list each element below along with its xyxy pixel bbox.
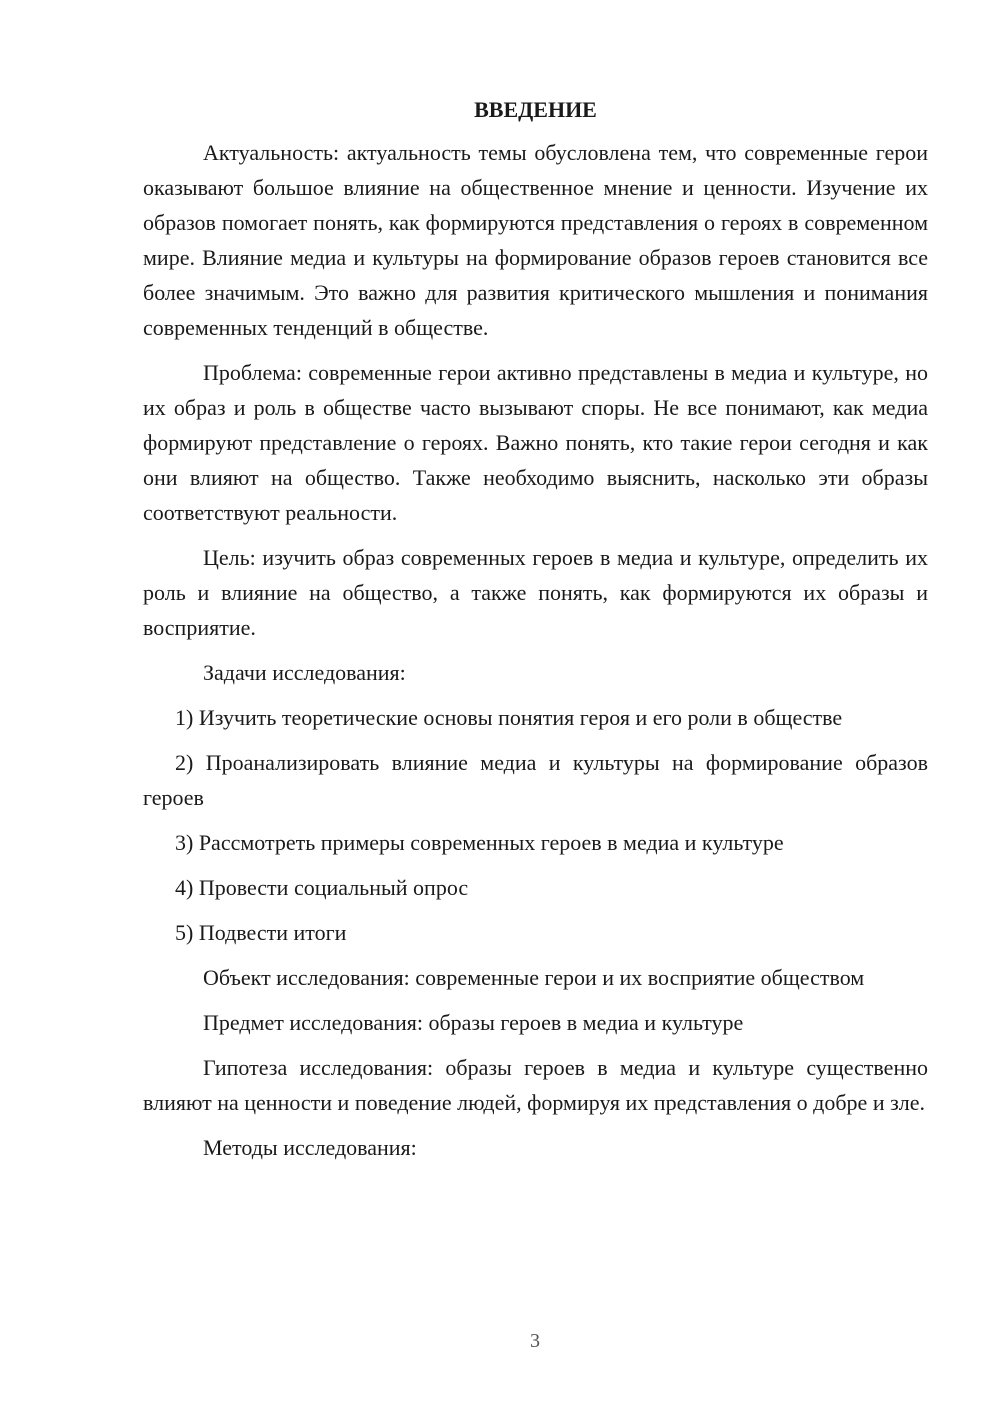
paragraph-hypothesis: Гипотеза исследования: образы героев в медиа и культуре существенно влияют на ценности и поведение людей, формируя их представления о добре и зле. bbox=[143, 1055, 928, 1115]
task-item-2: 2) Проанализировать влияние медиа и культуры на формирование образов героев bbox=[143, 750, 928, 810]
document-page bbox=[143, 92, 928, 1175]
section-title: ВВЕДЕНИЕ bbox=[474, 97, 597, 122]
paragraph-goal: Цель: изучить образ современных героев в медиа и культуре, определить их роль и влияние на общество, а также понять, как формируются их образы и восприятие. bbox=[143, 545, 928, 640]
paragraph-object: Объект исследования: современные герои и их восприятие обществом bbox=[203, 965, 865, 990]
paragraph-subject: Предмет исследования: образы героев в медиа и культуре bbox=[203, 1010, 744, 1035]
paragraph-relevance: Актуальность: актуальность темы обусловлена тем, что современные герои оказывают большое влияние на общественное мнение и ценности. Изучение их образов помогает понять, как формируются представления о героях в современном мире. Влияние медиа и культуры на формирование образов героев становится все более значимым. Это важно для развития критического мышления и понимания современных тенденций в обществе. bbox=[143, 140, 928, 340]
paragraph-problem: Проблема: современные герои активно представлены в медиа и культуре, но их образ и роль в обществе часто вызывают споры. Не все понимают, как медиа формируют представление о героях. Важно понять, кто такие герои сегодня и как они влияют на общество. Также необходимо выяснить, насколько эти образы соответствуют реальности. bbox=[143, 360, 928, 525]
task-item-4: 4) Провести социальный опрос bbox=[175, 875, 469, 900]
task-item-5: 5) Подвести итоги bbox=[175, 920, 347, 945]
task-item-3: 3) Рассмотреть примеры современных героев в медиа и культуре bbox=[175, 830, 784, 855]
page-number: 3 bbox=[530, 1330, 540, 1352]
methods-heading: Методы исследования: bbox=[203, 1135, 417, 1160]
task-item-1: 1) Изучить теоретические основы понятия героя и его роли в обществе bbox=[175, 705, 843, 730]
tasks-heading: Задачи исследования: bbox=[203, 660, 406, 685]
